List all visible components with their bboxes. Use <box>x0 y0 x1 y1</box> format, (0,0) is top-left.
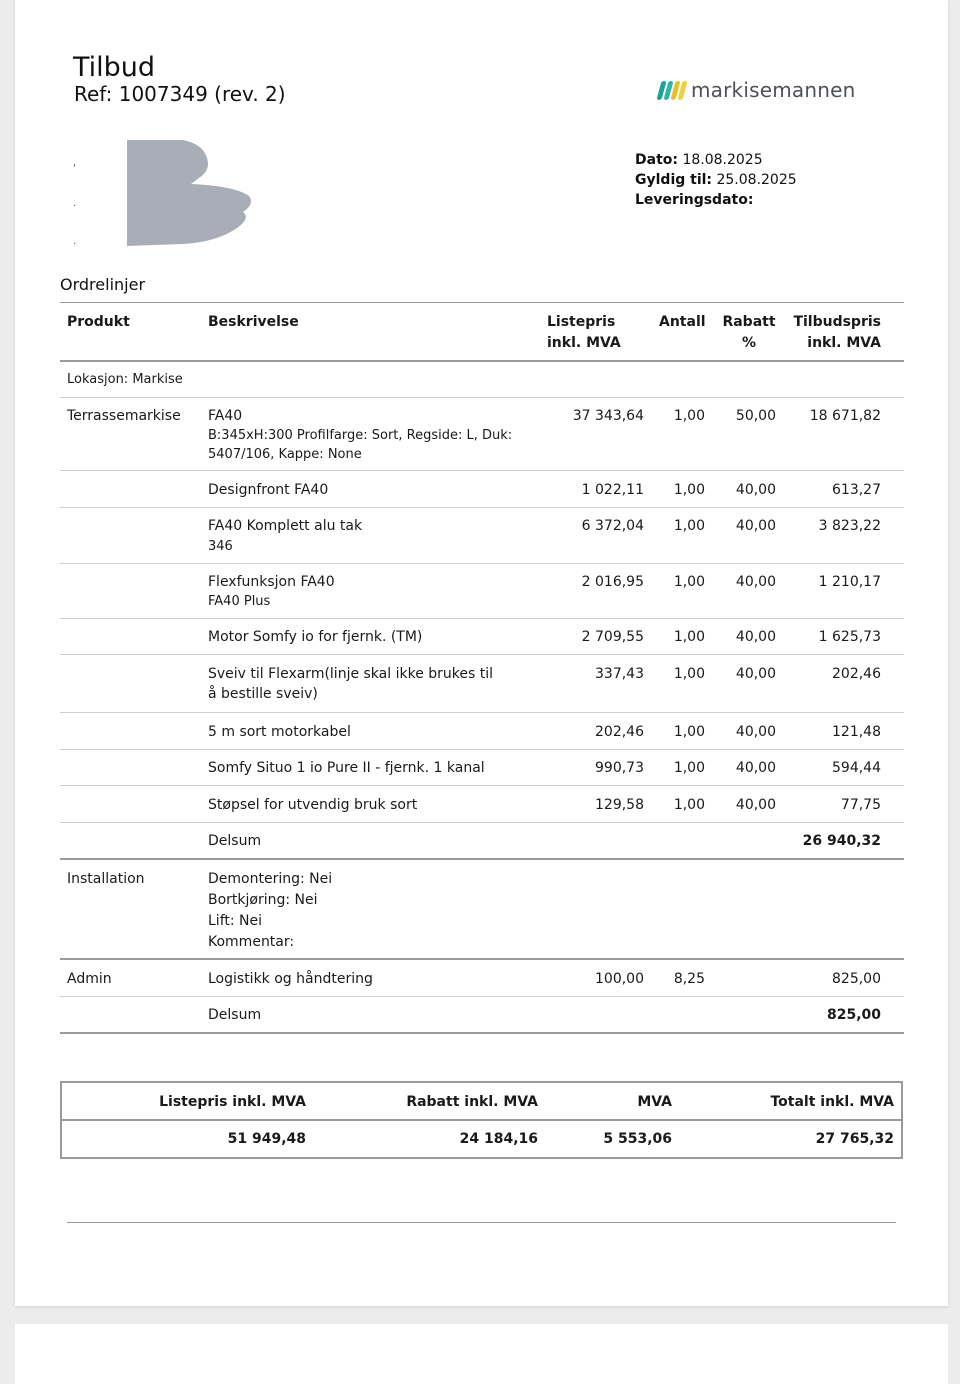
row-divider <box>60 563 904 564</box>
row-antall: 1,00 <box>673 724 705 740</box>
admin-antall: 8,25 <box>673 971 705 987</box>
header-beskrivelse: Beskrivelse <box>208 314 299 330</box>
document-reference: Ref: 1007349 (rev. 2) <box>74 82 286 106</box>
subtotal-value: 26 940,32 <box>802 833 881 849</box>
row-listepris: 990,73 <box>595 760 644 776</box>
row-tilbudspris: 1 210,17 <box>818 574 881 590</box>
quote-meta <box>635 150 797 210</box>
header-antall: Antall <box>659 314 706 330</box>
header-listepris <box>547 312 621 354</box>
row-antall: 1,00 <box>673 574 705 590</box>
row-tilbudspris: 202,46 <box>832 666 881 682</box>
row-tilbudspris: 594,44 <box>832 760 881 776</box>
document-title: Tilbud <box>73 52 156 83</box>
row-listepris: 202,46 <box>595 724 644 740</box>
row-listepris: 2 709,55 <box>581 629 644 645</box>
row-divider <box>60 397 904 398</box>
header-listepris-line1: Listepris <box>547 314 616 330</box>
row-divider <box>60 996 904 997</box>
delivery-date-label: Leveringsdato: <box>635 192 754 208</box>
row-rabatt: 40,00 <box>735 482 776 498</box>
row-tilbudspris: 121,48 <box>832 724 881 740</box>
summary-total-label: Totalt inkl. MVA <box>770 1094 894 1110</box>
header-tilbudspris-line1: Tilbudspris <box>793 314 881 330</box>
summary-rabatt-value: 24 184,16 <box>459 1131 538 1147</box>
row-listepris: 1 022,11 <box>581 482 644 498</box>
logo-mark-icon <box>659 81 685 100</box>
row-description: Støpsel for utvendig bruk sort <box>208 797 418 813</box>
group-divider <box>60 958 904 960</box>
row-rabatt: 40,00 <box>735 518 776 534</box>
header-rabatt-line2: % <box>741 335 757 351</box>
logo-text: markisemannen <box>691 78 856 102</box>
table-top-line <box>60 302 904 303</box>
row-description: Sveiv til Flexarm(linje skal ikke brukes til <box>208 666 494 682</box>
row-rabatt: 40,00 <box>735 724 776 740</box>
row-produkt: Terrassemarkise <box>67 408 181 424</box>
row-tilbudspris: 18 671,82 <box>809 408 881 424</box>
quote-page <box>15 0 948 1306</box>
row-divider <box>60 507 904 508</box>
row-divider <box>60 470 904 471</box>
header-rabatt-line1: Rabatt <box>722 314 776 330</box>
summary-listepris-label: Listepris inkl. MVA <box>159 1094 306 1110</box>
row-antall: 1,00 <box>673 629 705 645</box>
redacted-address-block <box>125 138 265 250</box>
group-divider <box>60 858 904 860</box>
row-subline: FA40 Plus <box>208 594 271 609</box>
row-description: Designfront FA40 <box>208 482 329 498</box>
header-rabatt <box>720 312 778 354</box>
row-rabatt: 40,00 <box>735 574 776 590</box>
row-tilbudspris: 1 625,73 <box>818 629 881 645</box>
row-listepris: 6 372,04 <box>581 518 644 534</box>
installation-line: Bortkjøring: Nei <box>208 892 318 908</box>
row-antall: 1,00 <box>673 760 705 776</box>
summary-mva-value: 5 553,06 <box>603 1131 672 1147</box>
row-rabatt: 40,00 <box>735 760 776 776</box>
row-rabatt: 50,00 <box>735 408 776 424</box>
company-logo <box>659 78 856 102</box>
summary-listepris-value: 51 949,48 <box>227 1131 306 1147</box>
installation-line: Kommentar: <box>208 934 295 950</box>
row-description: FA40 <box>208 408 243 424</box>
valid-until-label: Gyldig til: <box>635 172 713 188</box>
installation-line: Demontering: Nei <box>208 871 333 887</box>
admin-description: Logistikk og håndtering <box>208 971 373 987</box>
valid-until-value: 25.08.2025 <box>716 172 797 188</box>
subtotal-label: Delsum <box>208 833 262 849</box>
admin-listepris: 100,00 <box>595 971 644 987</box>
row-description: Motor Somfy io for fjernk. (TM) <box>208 629 423 645</box>
subtotal-label: Delsum <box>208 1007 262 1023</box>
table-header-line <box>60 360 904 362</box>
row-antall: 1,00 <box>673 408 705 424</box>
summary-total-value: 27 765,32 <box>815 1131 894 1147</box>
row-divider <box>60 712 904 713</box>
row-antall: 1,00 <box>673 797 705 813</box>
header-tilbudspris <box>775 312 881 354</box>
row-subline: 346 <box>208 539 233 554</box>
date-value: 18.08.2025 <box>682 152 763 168</box>
row-tilbudspris: 77,75 <box>840 797 881 813</box>
row-subline: B:345xH:300 Profilfarge: Sort, Regside: L, Duk: <box>208 428 513 443</box>
row-divider <box>60 822 904 823</box>
summary-mva-label: MVA <box>637 1094 672 1110</box>
row-divider <box>60 618 904 619</box>
row-subline: 5407/106, Kappe: None <box>208 447 362 462</box>
row-rabatt: 40,00 <box>735 629 776 645</box>
address-marks: ' · · <box>73 163 77 250</box>
row-listepris: 37 343,64 <box>572 408 644 424</box>
header-listepris-line2: inkl. MVA <box>547 335 621 351</box>
header-tilbudspris-line2: inkl. MVA <box>807 335 881 351</box>
installation-label: Installation <box>67 871 145 887</box>
row-description: Somfy Situo 1 io Pure II - fjernk. 1 kanal <box>208 760 485 776</box>
location-label: Lokasjon: Markise <box>67 372 183 387</box>
row-listepris: 337,43 <box>595 666 644 682</box>
header-produkt: Produkt <box>67 314 130 330</box>
row-description: FA40 Komplett alu tak <box>208 518 363 534</box>
row-divider <box>60 785 904 786</box>
row-listepris: 2 016,95 <box>581 574 644 590</box>
row-rabatt: 40,00 <box>735 666 776 682</box>
installation-line: Lift: Nei <box>208 913 263 929</box>
row-divider <box>60 654 904 655</box>
row-divider <box>60 749 904 750</box>
subtotal-value: 825,00 <box>826 1007 881 1023</box>
row-antall: 1,00 <box>673 666 705 682</box>
row-description: Flexfunksjon FA40 <box>208 574 335 590</box>
row-listepris: 129,58 <box>595 797 644 813</box>
table-bottom-line <box>60 1032 904 1034</box>
summary-box <box>60 1081 903 1159</box>
row-rabatt: 40,00 <box>735 797 776 813</box>
next-page <box>15 1324 948 1384</box>
row-tilbudspris: 3 823,22 <box>818 518 881 534</box>
row-tilbudspris: 613,27 <box>832 482 881 498</box>
row-antall: 1,00 <box>673 482 705 498</box>
summary-divider <box>62 1119 901 1121</box>
row-antall: 1,00 <box>673 518 705 534</box>
summary-rabatt-label: Rabatt inkl. MVA <box>406 1094 538 1110</box>
admin-label: Admin <box>67 971 112 987</box>
row-description-cont: å bestille sveiv) <box>208 686 318 702</box>
row-description: 5 m sort motorkabel <box>208 724 351 740</box>
admin-tilbudspris: 825,00 <box>832 971 881 987</box>
date-label: Dato: <box>635 152 678 168</box>
section-title: Ordrelinjer <box>60 275 146 294</box>
footer-line <box>67 1222 896 1223</box>
